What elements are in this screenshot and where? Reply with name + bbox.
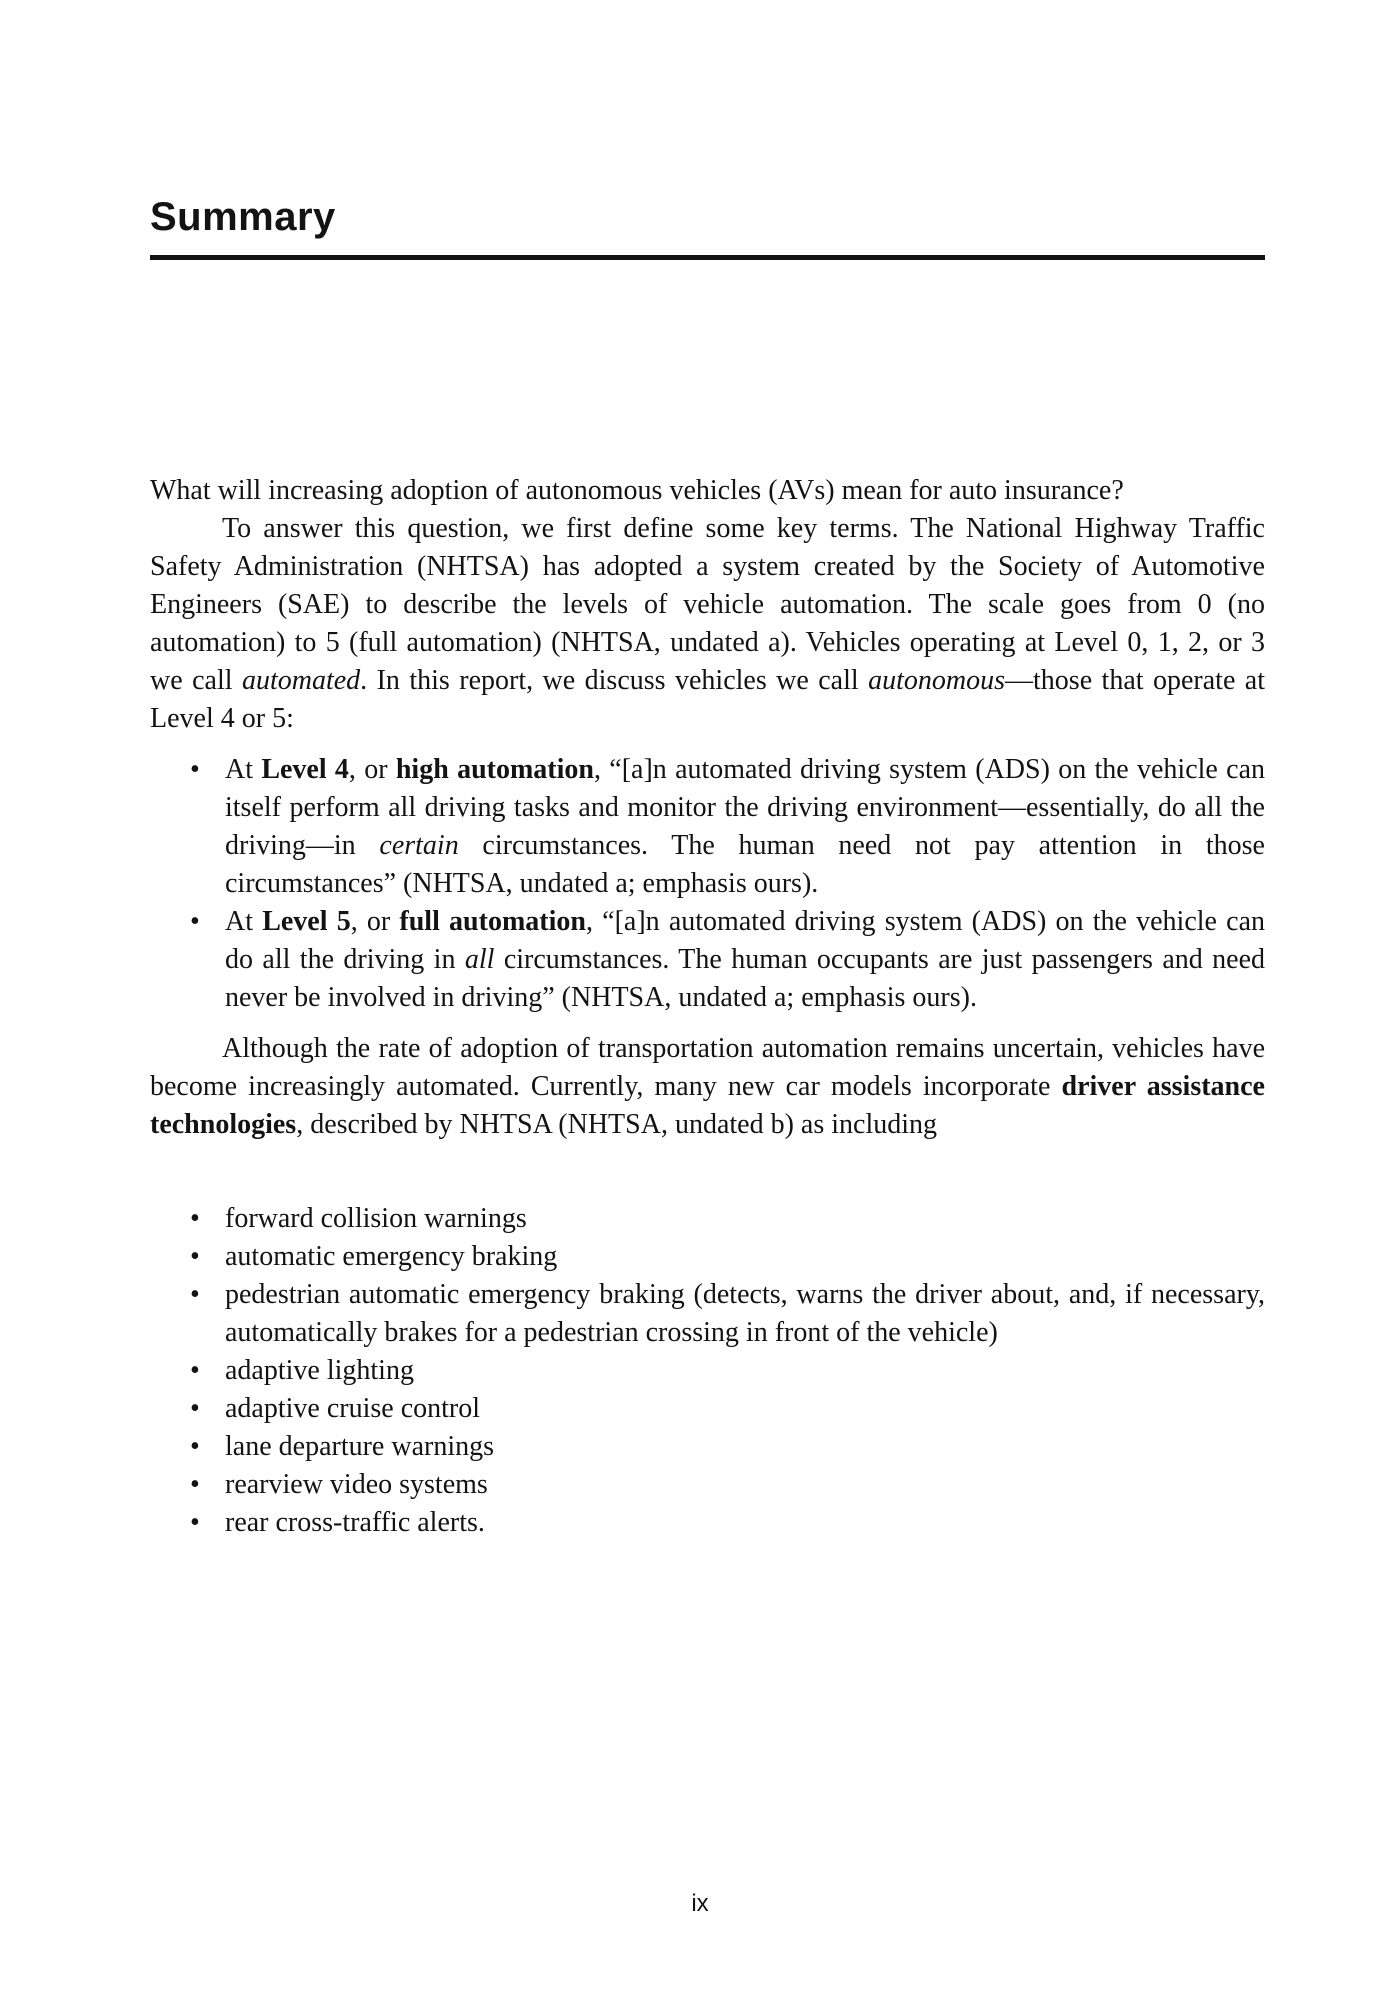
text-segment: To answer this question, we first define some key terms. The National Highway Traffic Safety Administration (NHTSA) has adopted a system created by the Society of Automotive Engineers (SAE) to describe the levels of vehicle automation. The scale goes from 0 (no automation) to 5 (full automation) (NHTSA, undated a). Vehicles operating at Level 0, 1, 2, or 3 we call xyxy=(150,513,1265,696)
bullet-item xyxy=(225,1200,1265,1238)
document-header xyxy=(0,0,1400,260)
text-segment: —those that operate at Level 4 or 5: xyxy=(150,665,1266,734)
text-segment: adaptive cruise control xyxy=(225,1393,481,1424)
text-segment: Although the rate of adoption of transportation automation remains uncertain, vehicles have become increasingly automated. Currently, many new car models incorporate xyxy=(150,1033,1265,1102)
bullet-item xyxy=(225,903,1265,1017)
bullet-list xyxy=(150,751,1265,1017)
text-segment: pedestrian automatic emergency braking (detects, warns the driver about, and, if necessary, automatically brakes for a pedestrian crossing in front of the vehicle) xyxy=(225,1279,1265,1348)
text-segment: adaptive lighting xyxy=(225,1355,414,1386)
bullet-list xyxy=(150,1200,1265,1542)
text-segment: , described by NHTSA (NHTSA, undated b) as including xyxy=(296,1109,938,1140)
bold-text-segment: high automation xyxy=(395,754,594,785)
italic-text-segment: certain xyxy=(379,830,459,861)
text-segment: . In this report, we discuss vehicles we call xyxy=(360,665,869,696)
bold-text-segment: Level 4 xyxy=(261,754,349,785)
bold-text-segment: driver assistance technologies xyxy=(150,1071,1265,1140)
italic-text-segment: all xyxy=(464,944,495,975)
bullet-item xyxy=(225,1238,1265,1276)
text-segment: automatic emergency braking xyxy=(225,1241,558,1272)
bullet-item xyxy=(225,751,1265,903)
bullet-item xyxy=(225,1466,1265,1504)
paragraph xyxy=(150,510,1265,738)
italic-text-segment: automated xyxy=(241,665,361,696)
text-segment: , or xyxy=(348,754,396,785)
bullet-item xyxy=(225,1504,1265,1542)
text-segment: , “[a]n automated driving system (ADS) on the vehicle can do all the driving in xyxy=(225,906,1266,975)
text-segment: What will increasing adoption of autonomous vehicles (AVs) mean for auto insurance? xyxy=(150,475,1124,506)
text-segment: , or xyxy=(350,906,400,937)
page-number: ix xyxy=(691,1890,709,1917)
bullet-item xyxy=(225,1428,1265,1466)
bullet-item xyxy=(225,1276,1265,1352)
bullet-item xyxy=(225,1352,1265,1390)
italic-text-segment: autonomous xyxy=(868,665,1006,696)
page-title: Summary xyxy=(150,195,336,239)
text-segment: , “[a]n automated driving system (ADS) on the vehicle can itself perform all driving tasks and monitor the driving environment—essentially, do all the driving—in xyxy=(225,754,1266,861)
text-segment: rearview video systems xyxy=(225,1469,488,1500)
bullet-item xyxy=(225,1390,1265,1428)
bold-text-segment: full automation xyxy=(399,906,586,937)
paragraph xyxy=(150,1030,1265,1144)
text-segment: forward collision warnings xyxy=(225,1203,527,1234)
text-segment: circumstances. The human occupants are just passengers and need never be involved in driving” (NHTSA, undated a; emphasis ours). xyxy=(225,944,1266,1013)
text-segment: circumstances. The human need not pay attention in those circumstances” (NHTSA, undated a; emphasis ours). xyxy=(225,830,1265,899)
bold-text-segment: Level 5 xyxy=(262,906,351,937)
document-body xyxy=(150,472,1265,1542)
text-segment: At xyxy=(225,906,263,937)
text-segment: rear cross-traffic alerts. xyxy=(225,1507,485,1538)
heading-rule xyxy=(150,255,1265,260)
text-segment: lane departure warnings xyxy=(225,1431,494,1462)
paragraph xyxy=(150,472,1265,510)
text-segment: At xyxy=(225,754,262,785)
